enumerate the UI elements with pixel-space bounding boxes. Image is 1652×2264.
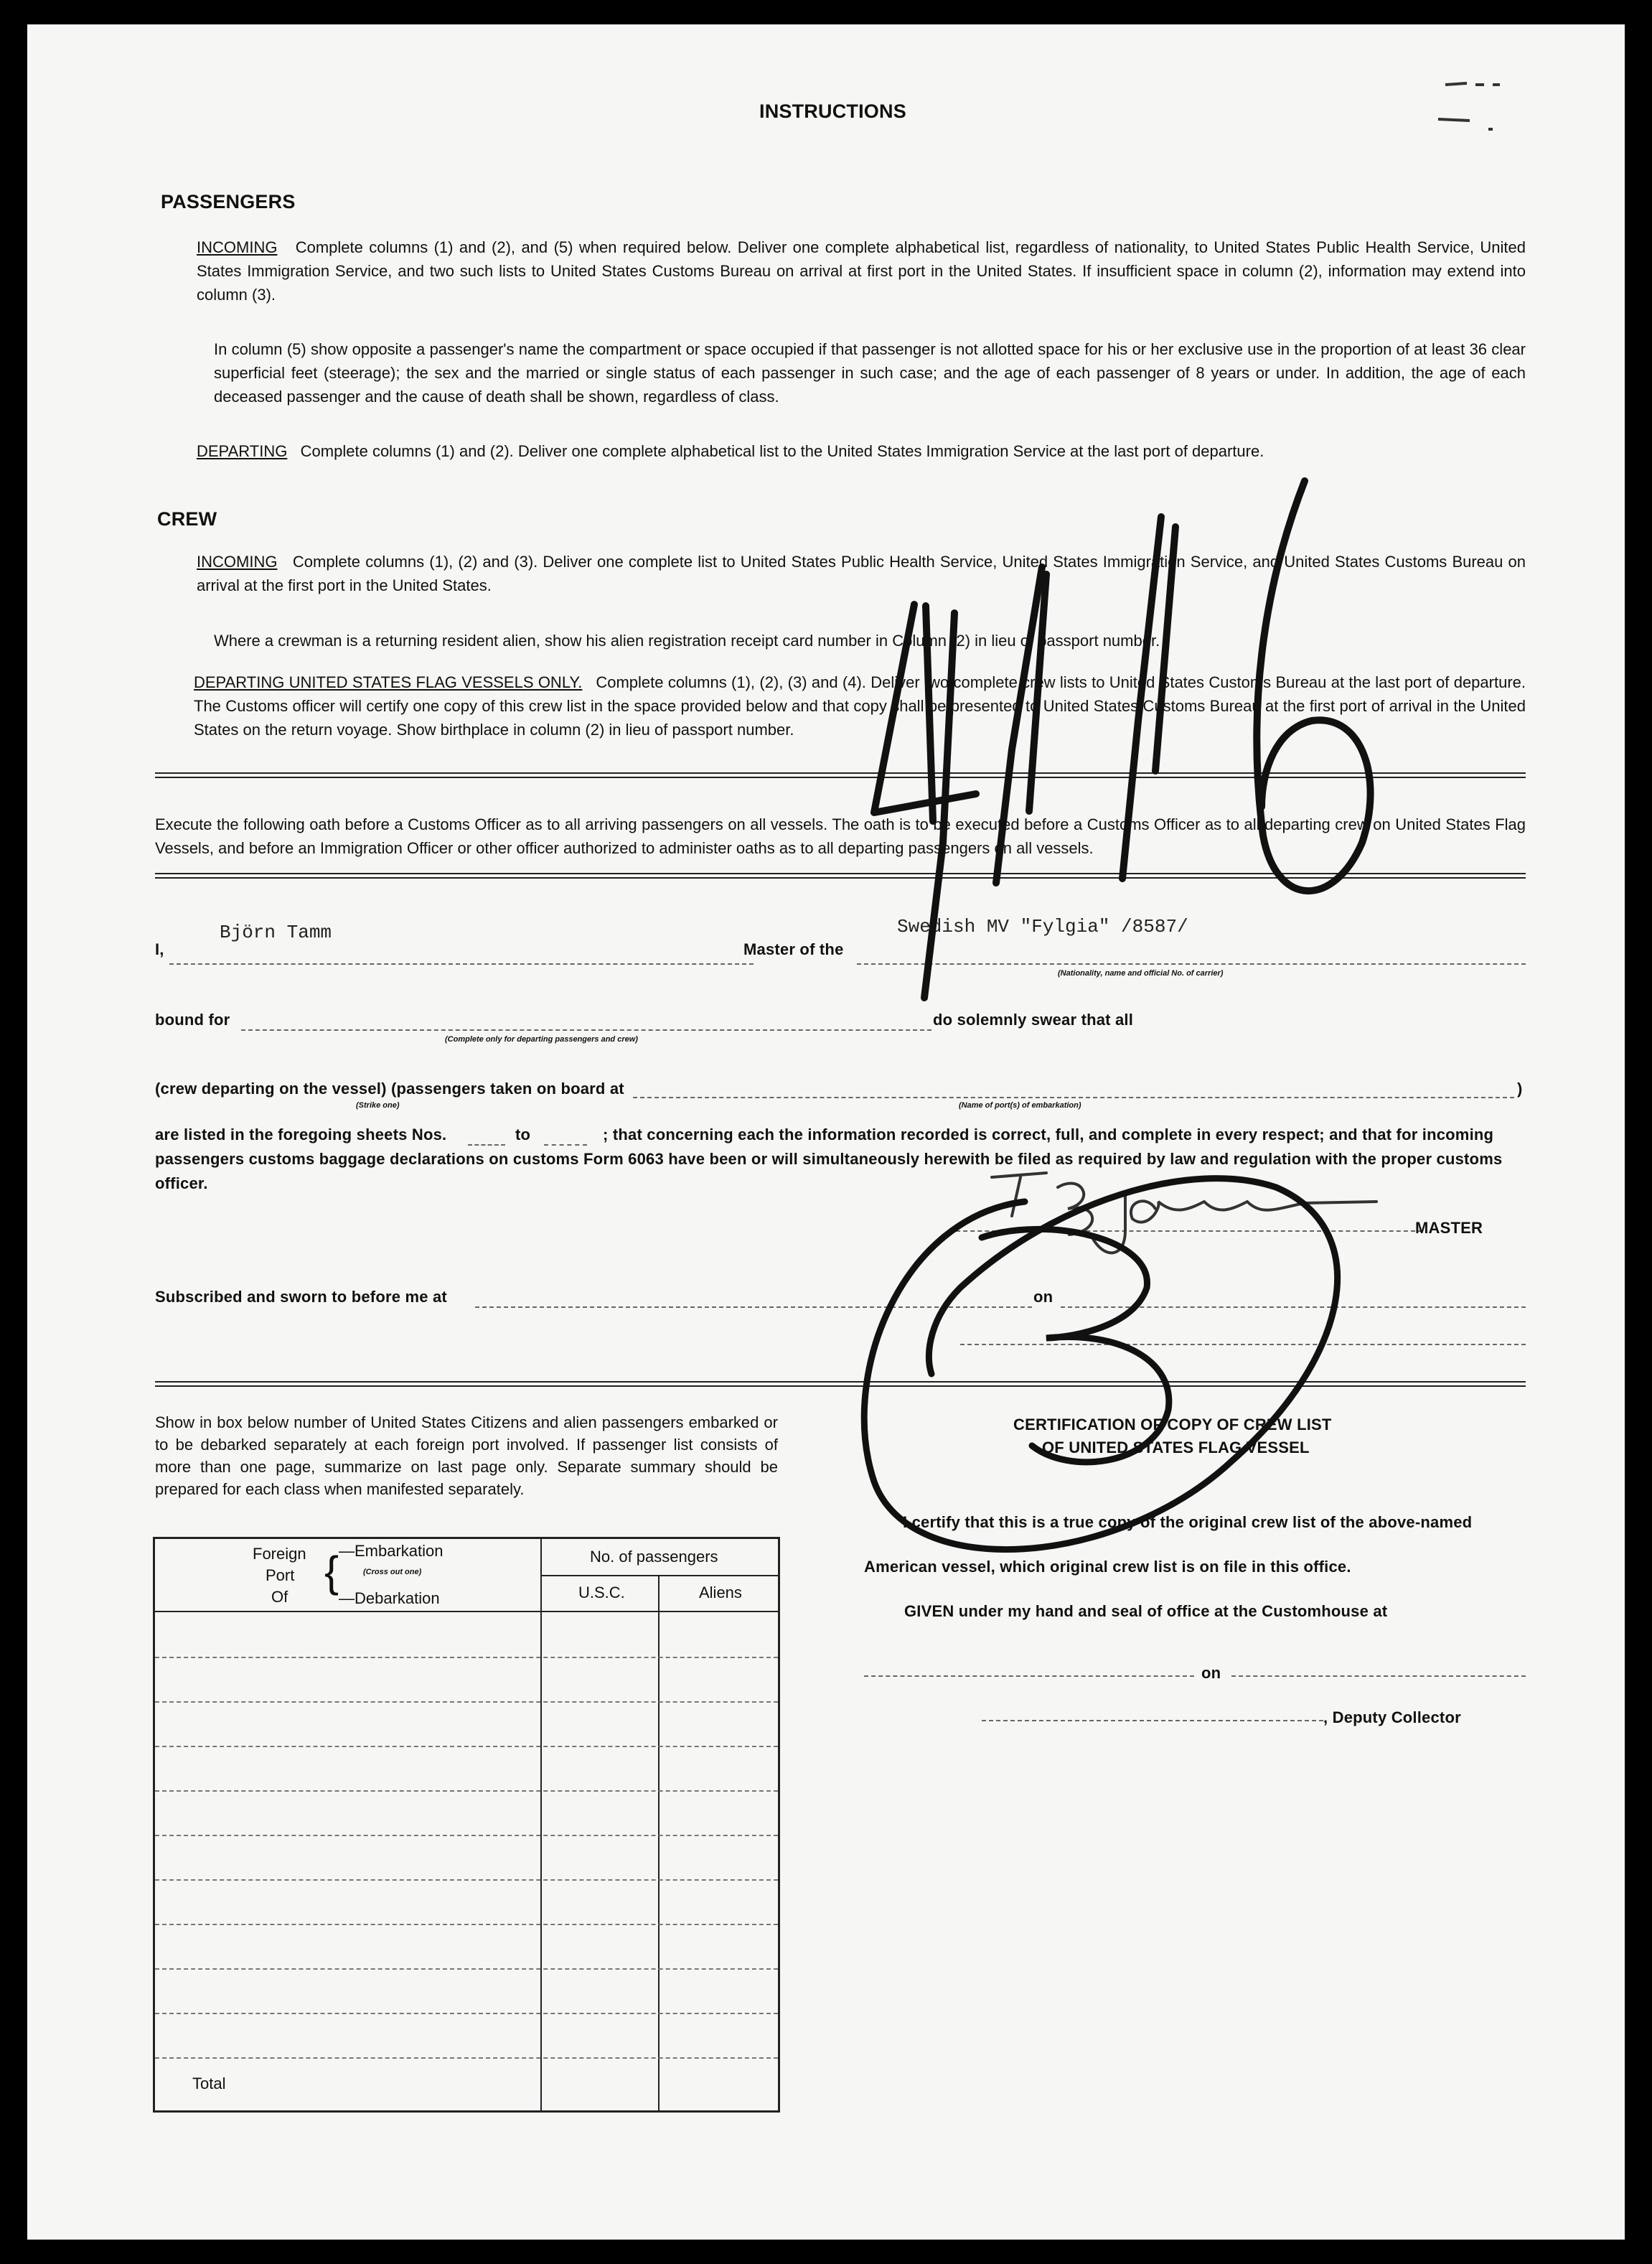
master-label: MASTER	[1415, 1219, 1483, 1237]
certification-on-label: on	[1201, 1664, 1221, 1682]
certification-heading-2: OF UNITED STATES FLAG VESSEL	[1042, 1439, 1310, 1456]
listed-text-d: officer.	[155, 1174, 208, 1192]
handwritten-marks	[27, 24, 1625, 2240]
passengers-heading: PASSENGERS	[161, 191, 296, 212]
passengers-incoming-label: INCOMING	[197, 238, 278, 256]
passengers-column5-paragraph: In column (5) show opposite a passenger's name the compartment or space occupied if that passenger is not allotted space for his or her exclusive use in the proportion of at least 36 clear superficial feet (steerage); the sex and the married or single status of each passenger in such case; and the age of each passenger of 8 years or under. In addition, the age of each deceased passenger and the cause of death shall be shown, regardless of class.	[214, 340, 1526, 406]
crew-incoming-text: Complete columns (1), (2) and (3). Deliver one complete list to United States Public Health Service, United States Immigration Service, and United States Customs Bureau on arrival at the first port in the United States.	[197, 553, 1526, 594]
master-of-label: Master of the	[743, 940, 844, 958]
passengers-departing-text: Complete columns (1) and (2). Deliver one complete alphabetical list to the United States Immigration Service at the last port of departure.	[300, 442, 1264, 460]
certification-line-1: I certify that this is a true copy of the original crew list of the above-named	[903, 1513, 1473, 1531]
header-usc: U.S.C.	[578, 1584, 625, 1601]
deputy-collector-label: , Deputy Collector	[1323, 1708, 1461, 1726]
handwritten-circled-3	[864, 1179, 1337, 1550]
oath-intro-paragraph: Execute the following oath before a Customs Officer as to all arriving passengers on all vessels. The oath is to be executed before a Customs Officer as to all departing crew on United States Flag Vessels, and before an Immigration Officer or other officer authorized to administer oaths as to all departing passengers on all vessels.	[155, 815, 1526, 857]
crew-passengers-label: (crew departing on the vessel) (passengers taken on board at	[155, 1080, 624, 1098]
header-aliens: Aliens	[699, 1584, 742, 1601]
strike-note: (Strike one)	[356, 1101, 400, 1110]
listed-text-a: are listed in the foregoing sheets Nos.	[155, 1126, 447, 1143]
header-no-passengers: No. of passengers	[590, 1548, 718, 1566]
header-debarkation: —Debarkation	[339, 1589, 440, 1607]
bound-for-label: bound for	[155, 1011, 230, 1029]
summary-instructions: Show in box below number of United States Citizens and alien passengers embarked or to be debarked separately at each foreign port involved. If passenger list consists of more than one page, summarize on last page only. Separate summary should be prepared for each class when manifested separately.	[155, 1413, 778, 1498]
subscribed-label: Subscribed and sworn to before me at	[155, 1288, 447, 1306]
oath-i-label: I,	[155, 940, 164, 958]
brace-icon: {	[324, 1548, 339, 1596]
certification-heading-1: CERTIFICATION OF COPY OF CREW LIST	[1013, 1416, 1332, 1433]
certification-line-3: GIVEN under my hand and seal of office at the Customhouse at	[904, 1602, 1388, 1620]
certification-line-2: American vessel, which original crew list is on file in this office.	[864, 1558, 1351, 1576]
crew-departing-label: DEPARTING UNITED STATES FLAG VESSELS ONLY.	[194, 673, 583, 691]
header-embarkation: —Embarkation	[339, 1542, 443, 1560]
vessel-note: (Nationality, name and official No. of carrier)	[1058, 969, 1224, 978]
crew-departing-text: Complete columns (1), (2), (3) and (4). Deliver two complete crew lists to United States Customs Bureau at the last port of departure. The Customs officer will certify one copy of this crew list in the space provided below and that copy shall be presented to United States Customs Bureau at the first port of arrival in the United States on the return voyage. Show birthplace in column (2) in lieu of passport number.	[194, 673, 1526, 739]
handwritten-number-4116	[874, 481, 1371, 998]
vessel-value: Swedish MV "Fylgia" /8587/	[897, 916, 1188, 937]
header-cross-out: (Cross out one)	[363, 1568, 422, 1576]
bound-note: (Complete only for departing passengers and crew)	[445, 1035, 638, 1044]
crew-heading: CREW	[157, 508, 217, 530]
header-port: Port	[266, 1566, 295, 1584]
listed-text-c: passengers customs baggage declarations on customs Form 6063 have been or will simultaneously herewith be filed as required by law and regulation with the proper customs	[155, 1150, 1503, 1168]
page-title: INSTRUCTIONS	[759, 100, 906, 122]
crew-alien-paragraph: Where a crewman is a returning resident alien, show his alien registration receipt card number in Column (2) in lieu of passport number.	[214, 632, 1160, 650]
passengers-incoming-text: Complete columns (1) and (2), and (5) when required below. Deliver one complete alphabetical list, regardless of nationality, to United States Public Health Service, United States Immigration Service, and two such lists to United States Customs Bureau on arrival at first port in the United States. If insufficient space in column (2), information may extend into column (3).	[197, 238, 1526, 304]
header-of: Of	[271, 1588, 288, 1606]
listed-to: to	[515, 1126, 531, 1143]
ports-note: (Name of port(s) of embarkation)	[959, 1101, 1081, 1110]
close-paren: )	[1517, 1080, 1523, 1098]
handwritten-signature	[992, 1173, 1376, 1253]
swear-label: do solemnly swear that all	[933, 1011, 1134, 1029]
subscribed-on-label: on	[1033, 1288, 1053, 1306]
master-name-value: Björn Tamm	[220, 922, 332, 943]
crew-incoming-label: INCOMING	[197, 553, 278, 571]
passengers-departing-label: DEPARTING	[197, 442, 288, 460]
header-foreign: Foreign	[253, 1545, 306, 1563]
listed-text-b: ; that concerning each the information recorded is correct, full, and complete in every respect; and that for incoming	[603, 1126, 1494, 1143]
total-label: Total	[192, 2074, 226, 2092]
document-page	[27, 24, 1625, 2240]
